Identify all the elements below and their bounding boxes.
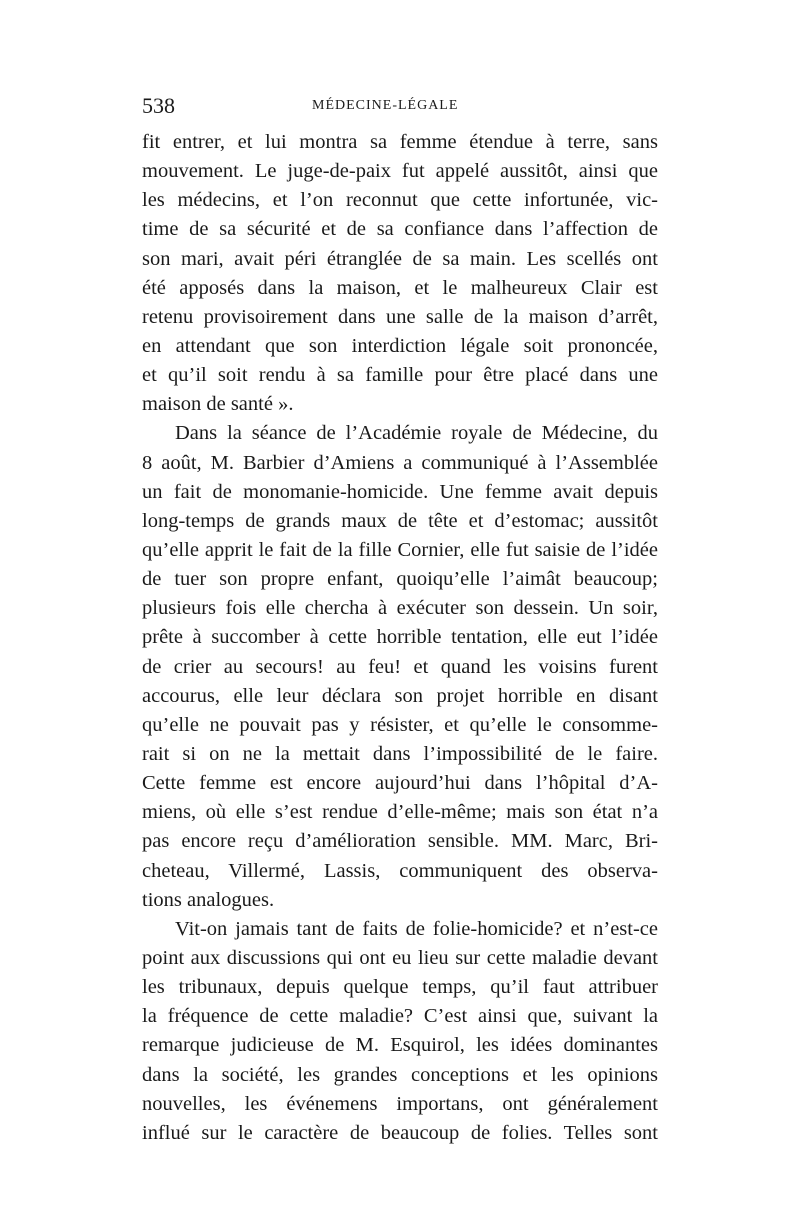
text-line: time de sa sécurité et de sa confiance dans l’affection de [142, 218, 658, 241]
text-line: tions analogues. [142, 888, 275, 911]
text-line: la fréquence de cette maladie? C’est ainsi que, suivant la [142, 1005, 658, 1028]
text-line: long-temps de grands maux de tête et d’estomac; aussitôt [142, 509, 658, 532]
text-line: rait si on ne la mettait dans l’impossibilité de le faire. [142, 742, 658, 765]
text-line: maison de santé ». [142, 393, 294, 416]
text-line: un fait de monomanie-homicide. Une femme avait depuis [142, 480, 658, 503]
text-line: pas encore reçu d’amélioration sensible. MM. Marc, Bri- [142, 830, 658, 853]
page-number: 538 [142, 93, 175, 118]
running-title: MÉDECINE-LÉGALE [312, 98, 459, 113]
text-line: remarque judicieuse de M. Esquirol, les idées dominantes [142, 1034, 658, 1057]
text-line: plusieurs fois elle chercha à exécuter son dessein. Un soir, [142, 597, 658, 620]
text-line: Dans la séance de l’Académie royale de Médecine, du [175, 422, 658, 445]
text-line: été apposés dans la maison, et le malheureux Clair est [142, 276, 658, 299]
text-line: Cette femme est encore aujourd’hui dans l’hôpital d’A- [142, 772, 658, 795]
text-line: dans la société, les grandes conceptions et les opinions [142, 1063, 658, 1086]
text-line: retenu provisoirement dans une salle de la maison d’arrêt, [142, 305, 658, 328]
body-text [142, 128, 658, 1148]
text-line: qu’elle apprit le fait de la fille Cornier, elle fut saisie de l’idée [142, 538, 658, 561]
text-line: accourus, elle leur déclara son projet horrible en disant [142, 684, 658, 707]
text-line: cheteau, Villermé, Lassis, communiquent des observa- [142, 859, 658, 882]
text-line: et qu’il soit rendu à sa famille pour être placé dans une [142, 364, 658, 387]
text-line: nouvelles, les événemens importans, ont généralement [142, 1092, 658, 1115]
text-line: de tuer son propre enfant, quoiqu’elle l’aimât beaucoup; [142, 568, 658, 591]
page-header [142, 92, 658, 120]
text-line: prête à succomber à cette horrible tentation, elle eut l’idée [142, 626, 658, 649]
text-line: fit entrer, et lui montra sa femme étendue à terre, sans [142, 131, 658, 153]
text-line: son mari, avait péri étranglée de sa main. Les scellés ont [142, 247, 658, 270]
text-line: qu’elle ne pouvait pas y résister, et qu’elle le consomme- [142, 713, 658, 736]
text-line: mouvement. Le juge-de-paix fut appelé aussitôt, ainsi que [142, 160, 658, 183]
text-line: les médecins, et l’on reconnut que cette infortunée, vic- [142, 189, 658, 212]
text-line: de crier au secours! au feu! et quand les voisins furent [142, 655, 658, 678]
text-line: en attendant que son interdiction légale soit prononcée, [142, 334, 658, 357]
text-line: miens, où elle s’est rendue d’elle-même; mais son état n’a [142, 801, 658, 824]
text-line: point aux discussions qui ont eu lieu sur cette maladie devant [142, 946, 658, 969]
text-line: Vit-on jamais tant de faits de folie-homicide? et n’est-ce [175, 917, 658, 940]
text-line: influé sur le caractère de beaucoup de folies. Telles sont [142, 1121, 658, 1144]
text-line: 8 août, M. Barbier d’Amiens a communiqué à l’Assemblée [142, 451, 658, 474]
text-line: les tribunaux, depuis quelque temps, qu’il faut attribuer [142, 976, 658, 999]
